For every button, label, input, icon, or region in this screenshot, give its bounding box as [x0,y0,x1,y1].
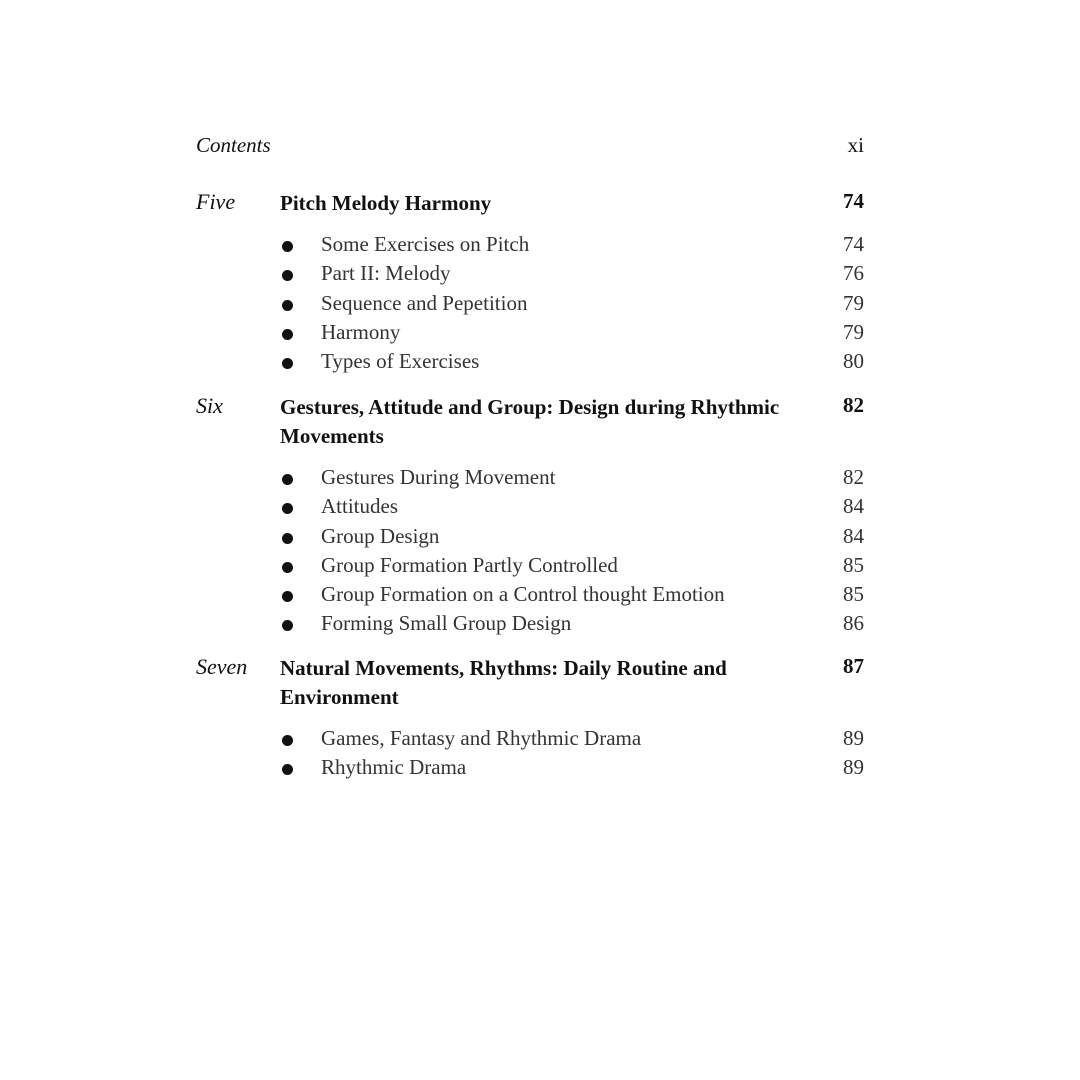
bullet-icon [282,503,293,514]
item-page: 84 [843,494,864,519]
chapter-title: Pitch Melody Harmony [280,191,492,215]
bullet-icon [282,764,293,775]
item-page: 86 [843,611,864,636]
chapter-items [196,232,864,378]
item-label: Group Formation on a Control thought Emotion [321,582,725,607]
item-label: Forming Small Group Design [321,611,572,636]
bullet-icon [282,300,293,311]
header-page-number: xi [847,133,864,157]
item-label: Part II: Melody [321,261,451,286]
item-label: Group Design [321,523,440,548]
list-item [196,755,864,784]
bullet-icon [282,591,293,602]
chapter-items [196,465,864,641]
list-item [196,582,864,611]
item-label: Harmony [321,319,401,344]
bullet-icon [282,241,293,252]
list-item [196,524,864,553]
item-page: 89 [843,726,864,750]
item-label: Types of Exercises [321,349,480,374]
list-item [196,465,864,494]
item-page: 84 [843,523,864,548]
chapter-page: 74 [843,189,864,213]
bullet-icon [282,562,293,573]
list-item [196,553,864,582]
item-page: 79 [843,290,864,315]
chapter-page: 82 [843,393,864,417]
list-item [196,261,864,290]
item-label: Sequence and Pepetition [321,290,528,315]
list-item [196,726,864,755]
bullet-icon [282,620,293,631]
item-label: Group Formation Partly Controlled [321,552,618,577]
item-page: 85 [843,582,864,607]
item-label: Games, Fantasy and Rhythmic Drama [321,726,642,750]
item-page: 76 [843,261,864,286]
item-page: 82 [843,465,864,489]
list-item [196,611,864,640]
chapter-title: Natural Movements, Rhythms: Daily Routine and Environment [280,656,727,709]
chapter-items [196,726,864,785]
bullet-icon [282,358,293,369]
list-item [196,494,864,523]
item-label: Rhythmic Drama [321,755,467,780]
bullet-icon [282,474,293,485]
item-label: Some Exercises on Pitch [321,232,530,256]
bullet-icon [282,329,293,340]
bullet-icon [282,735,293,746]
item-page: 89 [843,755,864,780]
item-page: 79 [843,319,864,344]
item-label: Attitudes [321,494,398,519]
item-page: 85 [843,552,864,577]
item-page: 80 [843,349,864,374]
list-item [196,232,864,261]
bullet-icon [282,533,293,544]
chapter-page: 87 [843,654,864,678]
list-item [196,320,864,349]
running-header [196,133,864,161]
item-page: 74 [843,232,864,256]
list-item [196,349,864,378]
list-item [196,291,864,320]
chapter-title: Gestures, Attitude and Group: Design during Rhythmic Movements [280,395,780,448]
chapter-number: Six [196,393,223,418]
chapter-number: Five [196,189,236,214]
chapter-number: Seven [196,654,248,679]
header-title: Contents [196,133,271,157]
item-label: Gestures During Movement [321,465,556,489]
bullet-icon [282,270,293,281]
